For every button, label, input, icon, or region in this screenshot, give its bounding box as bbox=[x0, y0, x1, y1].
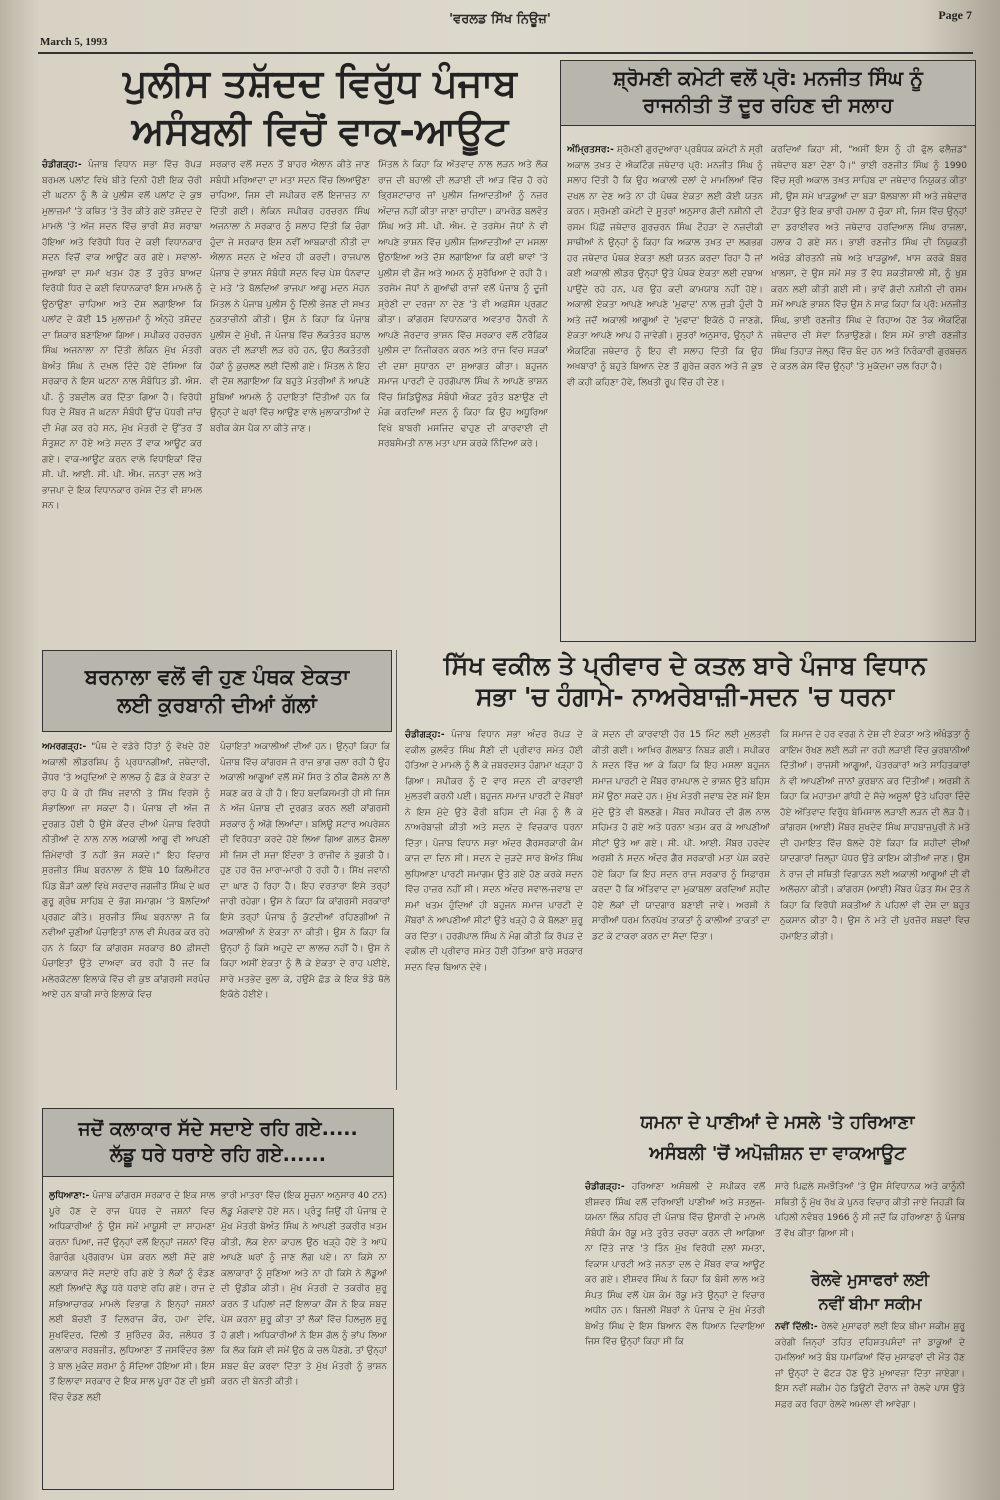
article-yamuna-col1: ਚੰਡੀਗੜ੍ਹ:- ਹਰਿਆਣਾ ਅਸੰਬਲੀ ਦੇ ਸਪੀਕਰ ਵਲੋਂ ਈਸ਼ਵਰ ਸਿੰਘ ਵਲੋਂ ਦਰਿਆਈ ਪਾਣੀਆਂ ਅਤੇ ਸਤਲੁਜ-ਯਮਨਾ ਲਿੰਕ ਨਹਿਰ ਦੀ ਪੰਜਾਬ ਵਿੱਚ ਉਸਾਰੀ ਦੇ ਮਾਮਲੇ ਸੰਬੰਧੀ ਕੰਮ ਰੋਕੂ ਮਤੇ ਤੁਰੰਤ ਚਰਚਾ ਕਰਨ ਦੀ ਆਗਿਆ ਨਾ ਦਿੱਤੇ ਜਾਣ 'ਤੇ ਤਿੰਨ ਮੁੱਖ ਵਿਰੋਧੀ ਦਲਾਂ ਸਮਤਾ, ਵਿਕਾਸ ਪਾਰਟੀ ਅਤੇ ਜਨਤਾ ਦਲ ਦੇ ਮੈਂਬਰ ਵਾਕ ਆਊਟ ਕਰ ਗਏ। ਈਸ਼ਵਰ ਸਿੰਘ ਨੇ ਕਿਹਾ ਕਿ ਬੰਸੀ ਲਾਲ ਅਤੇ ਸੰਪਤ ਸਿੰਘ ਵਲੋਂ ਪੇਸ਼ ਕੰਮ ਰੋਕੂ ਮਤੇ ਉਨ੍ਹਾਂ ਦੇ ਵਿਚਾਰ ਅਧੀਨ ਹਨ। ਬਿਜਲੀ ਮੈਂਬਰਾਂ ਨੇ ਪੰਜਾਬ ਦੇ ਮੁੱਖ ਮੰਤਰੀ ਬੇਅੰਤ ਸਿੰਘ ਦੇ ਇਸ ਬਿਆਨ ਵੱਲ ਧਿਆਨ ਦਿਵਾਇਆ ਜਿਸ ਵਿੱਚ ਉਨ੍ਹਾਂ ਕਿਹਾ ਸੀ ਕਿ bbox=[585, 1182, 765, 1347]
box-shiromani-committee bbox=[560, 60, 976, 642]
article-barnala-col1: ਅਮਰਗੜ੍ਹ:- "ਪੰਥ ਦੇ ਵਡੇਰੇ ਹਿੱਤਾਂ ਨੂੰ ਵੇਖਦੇ ਹੋਏ ਅਕਾਲੀ ਲੀਡਰਸ਼ਿਪ ਨੂੰ ਪ੍ਰਧਾਨਗੀਆਂ, ਜਥੇਦਾਰੀ, ਚੌਧਰ 'ਤੇ ਅਹੁਦਿਆਂ ਦੇ ਲਾਲਚ ਨੂੰ ਛੱਡ ਕੇ ਏਕਤਾ ਦੇ ਰਾਹ ਪੈ ਕੇ ਹੀ ਸਿੱਖ ਜਵਾਨੀ ਤੇ ਸਿੱਖ ਵਿਰਸੇ ਨੂੰ ਸੰਭਾਲਿਆ ਜਾ ਸਕਦਾ ਹੈ। ਪੰਜਾਬ ਦੀ ਅੱਜ ਜੋ ਦੁਰਗਤ ਹੋਈ ਹੈ ਉਸੇ ਕੇਂਦਰ ਦੀਆਂ ਪੰਜਾਬ ਵਿਰੋਧੀ ਨੀਤੀਆਂ ਦੇ ਨਾਲ ਨਾਲ ਅਕਾਲੀ ਆਗੂ ਵੀ ਆਪਣੀ ਜ਼ਿੰਮੇਵਾਰੀ ਤੋਂ ਨਹੀਂ ਭੱਜ ਸਕਦੇ।" ਇਹ ਵਿਚਾਰ ਸੁਰਜੀਤ ਸਿੰਘ ਬਰਨਾਲਾ ਨੇ ਇੱਥੇ 10 ਕਿਲੋਮੀਟਰ ਪਿੰਡ ਬੌੜਾਂ ਕਲਾਂ ਵਿਖੇ ਸਰਦਾਰ ਜਗਜੀਤ ਸਿੰਘ ਦੇ ਘਰ ਗੁਰੂ ਗ੍ਰੰਥ ਸਾਹਿਬ ਦੇ ਭੋਗ ਸਮਾਗਮ 'ਤੇ ਬੋਲਦਿਆਂ ਪ੍ਰਗਟ ਕੀਤੇ। ਸੁਰਜੀਤ ਸਿੰਘ ਬਰਨਾਲਾ ਜੋ ਕਿ ਨਵੀਆਂ ਚੁਣੀਆਂ ਪੰਚਾਇਤਾਂ ਨਾਲ ਵੀ ਸੰਪਰਕ ਕਰ ਰਹੇ ਹਨ ਨੇ ਕਿਹਾ ਕਿ ਕਾਂਗਰਸ ਸਰਕਾਰ 80 ਫ਼ੀਸਦੀ ਪੰਚਾਇਤਾਂ ਉਤੇ ਦਾਅਵਾ ਕਰ ਰਹੀ ਹੈ ਜਦ ਕਿ ਮਲੇਰਕੋਟਲਾ ਇਲਾਕੇ ਵਿੱਚ ਵੀ ਕੁਝ ਕਾਂਗਰਸੀ ਸਰਪੰਚ ਆਏ ਹਨ ਬਾਕੀ ਸਾਰੇ ਇਲਾਕੇ ਵਿਚ bbox=[42, 742, 210, 1000]
headline-railway-insurance: ਰੇਲਵੇ ਮੁਸਾਫਰਾਂ ਲਈ ਨਵੀਂ ਬੀਮਾ ਸਕੀਮ bbox=[810, 1270, 930, 1313]
article-artists-col1: ਲੁਧਿਆਣਾ:- ਪੰਜਾਬ ਕਾਂਗਰਸ ਸਰਕਾਰ ਦੇ ਇਕ ਸਾਲ ਪੂਰੇ ਹੋਣ ਦੇ ਰਾਜ ਪੱਧਰ ਦੇ ਜਸ਼ਨਾਂ ਵਿਚ ਅਧਿਕਾਰੀਆਂ ਨੂੰ ਉਸ ਸਮੇਂ ਮਾਯੂਸੀ ਦਾ ਸਾਹਮਣਾ ਕਰਨਾ ਪਿਆ, ਜਦੋਂ ਉਨ੍ਹਾਂ ਵਲੋਂ ਇਨ੍ਹਾਂ ਜਸ਼ਨਾਂ ਵਿੱਚ ਰੰਗਾਰੰਗ ਪ੍ਰੋਗਰਾਮ ਪੇਸ਼ ਕਰਨ ਲਈ ਸੱਦੇ ਗਏ ਕਲਾਕਾਰ ਸੱਦੇ ਸਦਾਏ ਰਹਿ ਗਏ ਤੇ ਲੋਕਾਂ ਨੂੰ ਵੰਡਣ ਲਈ ਲਿਆਂਦੇ ਲੱਡੂ ਧਰੇ ਧਰਾਏ ਰਹਿ ਗਏ। ਰਾਜ ਦੇ ਸਭਿਆਚਾਰਕ ਮਾਮਲੇ ਵਿਭਾਗ ਨੇ ਇਨ੍ਹਾਂ ਜਸ਼ਨਾਂ ਲਈ ਬੱਚਈ ਤੋਂ ਦਿਲਰਾਜ ਕੌਰ, ਹਮਾ ਦੇਵਿ, ਸੁਖਵਿੰਦਰ, ਦਿੱਲੀ ਤੋਂ ਸੁਰਿੰਦਰ ਕੌਰ, ਜਲੰਧਰ ਤੋਂ ਕਲਾਕਾਰ ਸਰਬਜੀਤ, ਲੁਧਿਆਣਾ ਤੋਂ ਜਸਵਿੰਦਰ ਭੱਲਾ ਤੇ ਬਾਲ ਮੁਕੰਦ ਸ਼ਰਮਾ ਨੂੰ ਸੱਦਿਆ ਹੋਇਆ ਸੀ। ਇਸ ਤੋਂ ਇਲਾਵਾ ਸਰਕਾਰ ਦੇ ਇਕ ਸਾਲ ਪੂਰਾ ਹੋਣ ਦੀ ਖੁਸ਼ੀ ਵਿੱਚ ਵੰਡਣ ਲਈ bbox=[49, 1191, 215, 1403]
dateline: ਚੰਡੀਗੜ੍ਹ:- bbox=[585, 1182, 625, 1192]
article-lawyer-col2: ਕੇ ਸਦਨ ਦੀ ਕਾਰਵਾਈ ਹੋਰ 15 ਮਿੰਟ ਲਈ ਮੁਲਤਵੀ ਕੀਤੀ ਗਈ। ਆਖ਼ਿਰ ਗੱਲਬਾਤ ਨਿਬੜ ਗਈ। ਸਪੀਕਰ ਨੇ ਸਦਨ ਵਿੱਚ ਆ ਕੇ ਕਿਹਾ ਕਿ ਇਹ ਮਸਲਾ ਬਹੁਜਨ ਸਮਾਜ ਪਾਰਟੀ ਦੇ ਮੈਂਬਰ ਰਾਮਪਾਲ ਦੇ ਭਾਸ਼ਨ ਉਤੇ ਬਹਿਸ ਸਮੇਂ ਉਠਾ ਸਕਦੇ ਹਨ। ਮੁੱਖ ਮੰਤਰੀ ਜਵਾਬ ਦੇਣ ਸਮੇਂ ਇਸ ਮੁੱਦੇ ਉਤੇ ਵੀ ਬੋਲਣਗੇ। ਮੈਂਬਰ ਸਪੀਕਰ ਦੀ ਗੱਲ ਨਾਲ ਸਹਿਮਤ ਹੋ ਗਏ ਅਤੇ ਧਰਨਾ ਖ਼ਤਮ ਕਰ ਕੇ ਆਪਣੀਆਂ ਸੀਟਾਂ ਉਤੇ ਆ ਗਏ। ਸੀ. ਪੀ. ਆਈ. ਮੈਂਬਰ ਹਰਦੇਵ ਅਰਸ਼ੀ ਨੇ ਸਦਨ ਅੰਦਰ ਗੈਰ ਸਰਕਾਰੀ ਮਤਾ ਪੇਸ਼ ਕਰਦੇ ਹੋਏ ਕਿਹਾ ਕਿ ਇਹ ਸਦਨ ਰਾਜ ਸਰਕਾਰ ਨੂੰ ਸਿਫ਼ਾਰਸ਼ ਕਰਦਾ ਹੈ ਕਿ ਅੱਤਿਵਾਦ ਦਾ ਮੁਕਾਬਲਾ ਕਰਦਿਆਂ ਸ਼ਹੀਦ ਹੋਏ ਲੋਕਾਂ ਦੀ ਯਾਦਗਾਰ ਬਣਾਈ ਜਾਵੇ। ਅਰਸ਼ੀ ਨੇ ਸਾਰੀਆਂ ਧਰਮ ਨਿਰਪੱਖ ਤਾਕਤਾਂ ਨੂੰ ਕਾਲੀਆਂ ਤਾਕਤਾਂ ਦਾ ਡਟ ਕੇ ਟਾਕਰਾ ਕਰਨ ਦਾ ਸੱਦਾ ਦਿੱਤਾ। bbox=[592, 730, 770, 942]
dateline: ਲੁਧਿਆਣਾ:- bbox=[49, 1191, 90, 1201]
box-barnala-headline bbox=[42, 650, 392, 732]
article-barnala-col2: ਪੰਚਾਇਤਾਂ ਅਕਾਲੀਆਂ ਦੀਆਂ ਹਨ। ਉਨ੍ਹਾਂ ਕਿਹਾ ਕਿ ਪੰਜਾਬ ਵਿੱਚ ਕਾਂਗਰਸ ਜੋ ਰਾਜ ਭਾਗ ਚਲਾ ਰਹੀ ਹੈ ਉਹ ਅਕਾਲੀ ਆਗੂਆਂ ਵਲੋਂ ਸਮੇਂ ਸਿਰ ਤੇ ਠੀਕ ਫੈਸਲੇ ਨਾ ਲੈ ਸਕਣ ਕਰ ਕੇ ਹੀ ਹੈ। ਇਹ ਬਦਕਿਸਮਤੀ ਹੀ ਸੀ ਜਿਸ ਨੇ ਅੱਜ ਪੰਜਾਬ ਦੀ ਦੁਰਗਤ ਕਰਨ ਲਈ ਕਾਂਗਰਸੀ ਸਰਕਾਰ ਨੂੰ ਅੱਗੇ ਲਿਆਂਦਾ। ਬਲਿਊ ਸਟਾਰ ਅਪਰੇਸ਼ਨ ਦੀ ਵਿਰੋਧਤਾ ਕਰਦੇ ਹੋਏ ਲਿਆ ਗਿਆ ਗਲਤ ਫੈਸਲਾ ਸੀ ਜਿਸ ਦੀ ਸਜ਼ਾ ਇੰਦਰਾ ਤੇ ਰਾਜੀਵ ਨੇ ਭੁਗਤੀ ਹੈ। ਹੁਣ ਹਰ ਰੋਜ਼ ਮਾਰਾ-ਮਾਰੀ ਹੋ ਰਹੀ ਹੈ। ਸਿੱਖ ਜਵਾਨੀ ਦਾ ਘਾਣ ਹੋ ਰਿਹਾ ਹੈ। ਇਹ ਵਰਤਾਰਾ ਇਸੇ ਤਰ੍ਹਾਂ ਜਾਰੀ ਰਹੇਗਾ। ਉਸ ਨੇ ਕਿਹਾ ਕਿ ਕਾਂਗਰਸੀ ਸਰਕਾਰਾਂ ਇਸੇ ਤਰ੍ਹਾਂ ਪੰਜਾਬ ਨੂੰ ਕੁੱਟਦੀਆਂ ਰਹਿਣਗੀਆਂ ਜੇ ਅਕਾਲੀਆਂ ਨੇ ਏਕਤਾ ਨਾ ਕੀਤੀ। ਉਸ ਨੇ ਕਿਹਾ ਕਿ ਉਨ੍ਹਾਂ ਨੂੰ ਕਿਸੇ ਅਹੁਦੇ ਦਾ ਲਾਲਚ ਨਹੀਂ ਹੈ। ਉਸ ਨੇ ਕਿਹਾ ਅਸੀਂ ਏਕਤਾ ਨੂੰ ਲੈ ਕੇ ਏਕਤਾ ਦੇ ਰਾਹ ਪਈਏ, ਸਾਰੇ ਮਤਭੇਦ ਭੁਲਾ ਕੇ, ਹਉਮੈ ਛੱਡ ਕੇ ਇਕ ਝੰਡੇ ਥੱਲੇ ਇਕੱਠੇ ਹੋਈਏ। bbox=[220, 742, 390, 1000]
article-railway-col1: ਨਵੀਂ ਦਿੱਲੀ:- ਰੇਲਵੇ ਮੁਸਾਫਰਾਂ ਲਈ ਇਕ ਬੀਮਾ ਸਕੀਮ ਸ਼ੁਰੂ ਕਰੇਗੀ ਜਿਨ੍ਹਾਂ ਤਹਿਤ ਦਹਿਸ਼ਤਪਸੰਦਾਂ ਜਾਂ ਡਾਕੂਆਂ ਦੇ ਹਮਲਿਆਂ ਅਤੇ ਬੰਬ ਧਮਾਕਿਆਂ ਵਿੱਚ ਮੁਸਾਫਰਾਂ ਦੀ ਮੌਤ ਹੋਣ ਜਾਂ ਉਨ੍ਹਾਂ ਦੇ ਫੱਟੜ ਹੋਣ ਉਤੇ ਮੁਆਵਜ਼ਾ ਦਿੱਤਾ ਜਾਏਗਾ। ਇਸ ਨਵੀਂ ਸਕੀਮ ਹੇਠ ਡਿਊਟੀ ਦੌਰਾਨ ਜਾਂ ਰੇਲਵੇ ਪਾਸ ਉਤੇ ਸਫ਼ਰ ਕਰ ਰਿਹਾ ਰੇਲਵੇ ਅਮਲਾ ਵੀ ਆਵੇਗਾ। bbox=[775, 1322, 965, 1410]
headline-yamuna-waters: ਯਮਨਾ ਦੇ ਪਾਣੀਆਂ ਦੇ ਮਸਲੇ 'ਤੇ ਹਰਿਆਣਾ ਅਸੰਬਲੀ 'ਚੋਂ ਅਪੋਜ਼ੀਸ਼ਨ ਦਾ ਵਾਕਆਊਟ bbox=[640, 1112, 915, 1164]
article-shiromani-col2: ਕਰਦਿਆਂ ਕਿਹਾ ਸੀ, "ਅਸੀਂ ਇਸ ਨੂੰ ਹੀ ਫੁੱਲ ਫਲੈਜ਼ਡ" ਜਥੇਦਾਰ ਬਣਾ ਦੇਣਾ ਹੈ।" ਭਾਈ ਰਣਜੀਤ ਸਿੰਘ ਨੂੰ 1990 ਵਿੱਚ ਸ੍ਰੀ ਅਕਾਲ ਤਖ਼ਤ ਸਾਹਿਬ ਦਾ ਜਥੇਦਾਰ ਨਿਯੁਕਤ ਕੀਤਾ ਸੀ, ਉਸ ਸਮੇ ਖਾੜਕੂਆਂ ਦਾ ਬੜਾ ਬੋਲਬਾਲਾ ਸੀ ਅਤੇ ਜਥੇਦਾਰ ਟੌਹੜਾ ਉਤੇ ਇਕ ਭਾਰੀ ਹਮਲਾ ਹੋ ਚੁੱਕਾ ਸੀ, ਜਿਸ ਵਿੱਚ ਉਨ੍ਹਾਂ ਦਾ ਡਰਾਈਵਰ ਅਤੇ ਜਥੇਦਾਰ ਹਰਦਿਆਲ ਸਿੰਘ ਰਾਜਲਾ, ਹਲਾਕ ਹੋ ਗਏ ਸਨ। ਭਾਈ ਰਣਜੀਤ ਸਿੰਘ ਦੀ ਨਿਯੁਕਤੀ ਅਖੰਡ ਕੀਰਤਨੀ ਜਥੇ ਅਤੇ ਖਾੜਕੂਆਂ, ਖ਼ਾਸ ਕਰਕੇ ਬੱਬਰ ਖਾਲਸਾ, ਦੇ ਉਸ ਸਮੇਂ ਸਭ ਤੋਂ ਵੱਧ ਸ਼ਕਤੀਸ਼ਾਲੀ ਸੀ, ਨੂੰ ਖੁਸ਼ ਕਰਨ ਲਈ ਕੀਤੀ ਗਈ ਸੀ। ਭਾਵੇਂ ਗੱਦੀ ਨਸ਼ੀਨੀ ਦੀ ਰਸਮ ਸਮੇਂ ਆਪਣੇ ਭਾਸ਼ਨ ਵਿੱਚ ਉਸ ਨੇ ਸਾਫ਼ ਕਿਹਾ ਕਿ ਪ੍ਰੋ: ਮਨਜੀਤ ਸਿੰਘ, ਭਾਈ ਰਣਜੀਤ ਸਿੰਘ ਦੇ ਰਿਹਾਅ ਹੋਣ ਤੱਕ ਐਕਟਿੰਗ ਜਥੇਦਾਰ ਦੀ ਸੇਵਾ ਨਿਭਾਉਣਗੇ। ਇਸ ਸਮੇਂ ਭਾਈ ਰਣਜੀਤ ਸਿੰਘ ਤਿਹਾੜ ਜੇਲ੍ਹ ਵਿੱਚ ਬੰਦ ਹਨ ਅਤੇ ਨਿਰੰਕਾਰੀ ਗੁਰਬਚਨ ਦੇ ਕਤਲ ਕੇਸ ਵਿੱਚ ਉਨ੍ਹਾਂ 'ਤੇ ਮੁਕੱਦਮਾ ਚਲ ਰਿਹਾ ਹੈ। bbox=[771, 145, 967, 372]
dateline: ਨਵੀਂ ਦਿੱਲੀ:- bbox=[775, 1322, 818, 1332]
headline-barnala: ਬਰਨਾਲਾ ਵਲੋਂ ਵੀ ਹੁਣ ਪੰਥਕ ਏਕਤਾ ਲਈ ਕੁਰਬਾਨੀ ਦੀਆਂ ਗੱਲਾਂ bbox=[43, 651, 391, 731]
box-artists bbox=[42, 1108, 394, 1490]
article-yamuna-col2: ਸਾਰੇ ਪਿਛਲੇ ਸਮਝੌਤਿਆਂ 'ਤੇ ਉਸ ਸੰਵਿਧਾਨਕ ਅਤੇ ਕਾਨੂੰਨੀ ਸਥਿਤੀ ਨੂੰ ਮੁੱਖ ਰੱਖ ਕੇ ਪੁਨਰ ਵਿਚਾਰ ਕੀਤੀ ਜਾਏ ਜਿਹੜੀ ਕਿ ਪਹਿਲੀ ਨਵੰਬਰ 1966 ਨੂੰ ਸੀ ਜਦੋਂ ਕਿ ਹਰਿਆਣਾ ਨੂੰ ਪੰਜਾਬ ਤੋਂ ਵੱਖ ਕੀਤਾ ਗਿਆ ਸੀ। bbox=[775, 1182, 965, 1239]
article-shiromani-col1: ਅੰਮ੍ਰਿਤਸਰ:- ਸ਼੍ਰੋਮਣੀ ਗੁਰਦੁਆਰਾ ਪ੍ਰਬੰਧਕ ਕਮੇਟੀ ਨੇ ਸ੍ਰੀ ਅਕਾਲ ਤਖ਼ਤ ਦੇ ਐਕਟਿੰਗ ਜਥੇਦਾਰ ਪ੍ਰੋ: ਮਨਜੀਤ ਸਿੰਘ ਨੂੰ ਸਲਾਹ ਦਿੱਤੀ ਹੈ ਕਿ ਉਹ ਅਕਾਲੀ ਦਲਾਂ ਦੇ ਮਾਮਲਿਆਂ ਵਿੱਚ ਦਖਲ ਨਾ ਦੇਣ ਅਤੇ ਨਾ ਹੀ ਪੰਥਕ ਏਕਤਾ ਲਈ ਕੋਈ ਯਤਨ ਕਰਨ। ਸ਼੍ਰੋਮਣੀ ਕਮੇਟੀ ਦੇ ਸੂਤਰਾਂ ਅਨੁਸਾਰ ਗੱਦੀ ਨਸ਼ੀਨੀ ਦੀ ਰਸਮ ਪਿੱਛੋਂ ਜਥੇਦਾਰ ਗੁਰਚਰਨ ਸਿੰਘ ਟੌਹੜਾ ਦੇ ਨਜ਼ਦੀਕੀ ਸਾਥੀਆਂ ਨੇ ਉਨ੍ਹਾਂ ਨੂੰ ਕਿਹਾ ਕਿ ਅਕਾਲ ਤਖ਼ਤ ਦਾ ਲਗਭਗ ਹਰ ਜਥੇਦਾਰ ਪੰਥਕ ਏਕਤਾ ਲਈ ਯਤਨ ਕਰਦਾ ਰਿਹਾ ਹੈ ਜਾਂ ਕਈ ਅਕਾਲੀ ਲੀਡਰ ਉਨ੍ਹਾਂ ਉਤੇ ਪੰਥਕ ਏਕਤਾ ਲਈ ਦਬਾਅ ਪਾਉਂਦੇ ਰਹੇ ਹਨ, ਪਰ ਉਹ ਕਦੀ ਕਾਮਯਾਬ ਨਹੀਂ ਹੋਏ। ਅਕਾਲੀ ਏਕਤਾ ਆਪਣੇ ਆਪਣੇ 'ਮੁਫਾਦ' ਨਾਲ ਜੁੜੀ ਹੁੰਦੀ ਹੈ ਅਤੇ ਜਦੋਂ ਅਕਾਲੀ ਆਗੂਆਂ ਦੇ 'ਮੁਫਾਦ' ਇਕੱਠੇ ਹੋ ਜਾਣਗੇ, ਏਕਤਾ ਆਪਣੇ ਆਪ ਹੋ ਜਾਵੇਗੀ। ਸੂਤਰਾਂ ਅਨੁਸਾਰ, ਉਨ੍ਹਾਂ ਨੇ ਐਕਟਿੰਗ ਜਥੇਦਾਰ ਨੂੰ ਇਹ ਵੀ ਸਲਾਹ ਦਿੱਤੀ ਕਿ ਉਹ ਅਖ਼ਬਾਰਾਂ ਨੂੰ ਬਹੁਤੇ ਬਿਆਨ ਦੇਣ ਤੋਂ ਗੁਰੇਜ਼ ਕਰਨ ਅਤੇ ਜੋ ਕੁਝ ਵੀ ਕਹੀ ਕਹਿਣਾ ਹੋਵੇ, ਲਿਖਤੀ ਰੂਪ ਵਿੱਚ ਹੀ ਦੇਣ। bbox=[567, 145, 763, 388]
headline-artists: ਜਦੋਂ ਕਲਾਕਾਰ ਸੱਦੇ ਸਦਾਏ ਰਹਿ ਗਏ..... ਲੱਡੂ ਧਰੇ ਧਰਾਏ ਰਹਿ ਗਏ...... bbox=[43, 1109, 393, 1177]
headline-shiromani-committee: ਸ਼੍ਰੋਮਣੀ ਕਮੇਟੀ ਵਲੋਂ ਪ੍ਰੋ: ਮਨਜੀਤ ਸਿੰਘ ਨੂੰ ਰਾਜਨੀਤੀ ਤੋਂ ਦੂਰ ਰਹਿਣ ਦੀ ਸਲਾਹ bbox=[561, 61, 975, 126]
article-police-walkout-col3: ਮਿੱਤਲ ਨੇ ਕਿਹਾ ਕਿ ਅੱਤਵਾਦ ਨਾਲ ਲੜਨ ਅਤੇ ਲੋਕ ਰਾਜ ਦੀ ਬਹਾਲੀ ਦੀ ਲੜਾਈ ਦੀ ਆੜ ਵਿੱਚ ਹੋ ਰਹੇ ਭ੍ਰਿਸ਼ਟਾਚਾਰ ਜਾਂ ਪੁਲੀਸ ਜ਼ਿਆਦਤੀਆਂ ਨੂੰ ਨਜ਼ਰ ਅੰਦਾਜ਼ ਨਹੀਂ ਕੀਤਾ ਜਾਣਾ ਚਾਹੀਦਾ। ਕਾਮਰੇਡ ਬਲਵੰਤ ਸਿੰਘ ਅਤੇ ਸੀ. ਪੀ. ਐਮ. ਦੇ ਤਰਸੇਮ ਜੋਧਾਂ ਨੇ ਵੀ ਆਪਣੇ ਭਾਸ਼ਨ ਵਿੱਚ ਪੁਲੀਸ ਜ਼ਿਆਦਤੀਆਂ ਦਾ ਮਸਲਾ ਉਠਾਇਆ ਅਤੇ ਦੋਸ਼ ਲਗਾਇਆ ਕਿ ਕਈ ਥਾਵਾਂ 'ਤੇ ਪੁਲੀਸ ਵੀ ਫ਼ੌਜ ਅਤੇ ਅਮਨ ਨੂੰ ਸੁਰੱਖਿਆ ਦੇ ਰਹੀ ਹੈ। ਤਰਸੇਮ ਜੋਧਾਂ ਨੇ ਗੁਆਂਢੀ ਰਾਜਾਂ ਵਲੋਂ ਪੰਜਾਬ ਨੂੰ ਦੂਜੀ ਸ਼੍ਰੇਣੀ ਦਾ ਦਰਜਾ ਨਾ ਦੇਣ 'ਤੇ ਵੀ ਅਫ਼ਸੋਸ ਪ੍ਰਗਟ ਕੀਤਾ। ਕਾਂਗਰਸ ਵਿਧਾਨਕਾਰ ਅਵਤਾਰ ਹੈਨਰੀ ਨੇ ਆਪਣੇ ਜੋਰਦਾਰ ਭਾਸ਼ਨ ਵਿੱਚ ਸਰਕਾਰ ਵਲੋਂ ਟਰੈਫ਼ਿਕ ਪੁਲੀਸ ਦਾ ਨਿਜੀਕਰਨ ਕਰਨ ਅਤੇ ਰਾਜ ਵਿਚ ਸੜਕਾਂ ਦੀ ਦਸ਼ਾ ਸੁਧਾਰਨ ਦਾ ਸੁਆਗਤ ਕੀਤਾ। ਬਹੁਜਨ ਸਮਾਜ ਪਾਰਟੀ ਦੇ ਹਰਗੋਪਾਲ ਸਿੰਘ ਨੇ ਆਪਣੇ ਭਾਸ਼ਨ ਵਿੱਚ ਸ਼ਿਡਿਊਲਡ ਸੰਬੰਧੀ ਐਕਟ ਤੁਰੰਤ ਬਣਾਉਣ ਦੀ ਮੰਗ ਕਰਦਿਆਂ ਸਦਨ ਨੂੰ ਕਿਹਾ ਕਿ ਉਹ ਅਧੂਰਿਆ ਵਿਖੇ ਬਾਬਰੀ ਮਸਜਿਦ ਢਾਹੁਣ ਦੀ ਕਾਰਵਾਈ ਦੀ ਸਰਬਸੰਮਤੀ ਨਾਲ ਮਤਾ ਪਾਸ ਕਰਕੇ ਨਿੰਦਿਆ ਕਰੇ। bbox=[378, 160, 548, 449]
headline-sikh-lawyer: ਸਿੱਖ ਵਕੀਲ ਤੇ ਪ੍ਰੀਵਾਰ ਦੇ ਕਤਲ ਬਾਰੇ ਪੰਜਾਬ ਵਿਧਾਨ ਸਭਾ 'ਚ ਹੰਗਾਮੇ- ਨਾਅਰੇਬਾਜ਼ੀ-ਸਦਨ 'ਚ ਧਰਨਾ bbox=[443, 651, 927, 712]
headline-police-walkout: ਪੁਲੀਸ ਤਸ਼ੱਦਦ ਵਿਰੁੱਧ ਪੰਜਾਬ ਅਸੰਬਲੀ ਵਿਚੋਂ ਵਾਕ-ਆਊਟ bbox=[122, 61, 517, 153]
column-divider bbox=[396, 650, 397, 1090]
article-artists-col2: ਭਾਰੀ ਮਾਤਰਾ ਵਿੱਚ (ਇਕ ਸੂਚਨਾ ਅਨੁਸਾਰ 40 ਟਨ) ਲੱਡੂ ਮੰਗਵਾਏ ਹੋਏ ਸਨ। ਪ੍ਰੰਤੂ ਜਿਉਂ ਹੀ ਪੰਜਾਬ ਦੇ ਮੁੱਖ ਮੰਤਰੀ ਬੇਅੰਤ ਸਿੰਘ ਨੇ ਆਪਣੀ ਤਕਰੀਰ ਖ਼ਤਮ ਕੀਤੀ, ਲੋਕ ਏਨਾ ਕਾਹਲ ਉਠ ਖੜ੍ਹੇ ਹੋਏ ਤੇ ਆਪੋ ਆਪਣੇ ਘਰਾਂ ਨੂੰ ਜਾਣ ਲੱਗ ਪਏ। ਨਾ ਕਿਸੇ ਨਾ ਕਲਾਕਾਰਾਂ ਨੂੰ ਸੁਣਿਆ ਅਤੇ ਨਾ ਹੀ ਕਿਸੇ ਨੇ ਲੱਡੂਆਂ ਦੀ ਉਡੀਕ ਕੀਤੀ। ਮੁੱਖ ਮੰਤਰੀ ਦੇ ਤਕਰੀਰ ਸ਼ੁਰੂ ਕਰਨ ਤੋਂ ਪਹਿਲਾਂ ਜਦੋਂ ਇਲਾਕਾ ਕੌਂਸ ਨੇ ਇਕ ਸ਼ਬਦ ਪੇਸ਼ ਕਰਨਾ ਸ਼ੁਰੂ ਕੀਤਾ ਤਾਂ ਲੋਕਾਂ ਵਿੱਚ ਹਿਲਜੁਲ ਸ਼ੁਰੂ ਹੋ ਗਈ। ਅਧਿਕਾਰੀਆਂ ਨੇ ਇਸ ਗੱਲ ਨੂੰ ਭਾਂਪ ਲਿਆ ਕਿ ਲੋਕ ਕਿਸੇ ਵੀ ਸਮੇਂ ਉਠ ਕੇ ਚਲ ਪੈਣਗੇ, ਤਾਂ ਉਨ੍ਹਾਂ ਸ਼ਬਦ ਬੰਦ ਕਰਵਾ ਦਿੱਤਾ ਤੇ ਮੁੱਖ ਮੰਤਰੀ ਨੂੰ ਭਾਸ਼ਨ ਕਰਨ ਦੀ ਬੇਨਤੀ ਕੀਤੀ। bbox=[221, 1191, 387, 1387]
article-lawyer-col1: ਚੰਡੀਗੜ੍ਹ:- ਪੰਜਾਬ ਵਿਧਾਨ ਸਭਾ ਅੰਦਰ ਰੋਪੜ ਦੇ ਵਕੀਲ ਕੁਲਵੰਤ ਸਿੰਘ ਸੈਣੀ ਦੀ ਪ੍ਰੀਵਾਰ ਸਮੇਤ ਹੋਈ ਹੱਤਿਆ ਦੇ ਮਾਮਲੇ ਨੂੰ ਲੈ ਕੇ ਜ਼ਬਰਦਸਤ ਹੰਗਾਮਾ ਖੜ੍ਹਾ ਹੋ ਗਿਆ। ਸਪੀਕਰ ਨੂੰ ਦੋ ਵਾਰ ਸਦਨ ਦੀ ਕਾਰਵਾਈ ਮੁਲਤਵੀ ਕਰਨੀ ਪਈ। ਬਹੁਜਨ ਸਮਾਜ ਪਾਰਟੀ ਦੇ ਮੈਂਬਰਾਂ ਨੇ ਇਸ ਮੁੱਦੇ ਉਤੇ ਫੌਰੀ ਬਹਿਸ ਦੀ ਮੰਗ ਨੂੰ ਲੈ ਕੇ ਨਾਅਰੇਬਾਜ਼ੀ ਕੀਤੀ ਅਤੇ ਸਦਨ ਦੇ ਵਿਚਕਾਰ ਧਰਨਾ ਦਿੱਤਾ। ਪੰਜਾਬ ਵਿਧਾਨ ਸਭਾ ਅੰਦਰ ਗੈਰਸਰਕਾਰੀ ਕੰਮ ਕਾਜ ਦਾ ਦਿਨ ਸੀ। ਸਦਨ ਦੇ ਜੁੜਦੇ ਸਾਰ ਬੇਅੰਤ ਸਿੰਘ ਲੁਧਿਆਣਾ ਪਾਰਟੀ ਸਮਾਗਮ ਉਤੇ ਗਏ ਹੋਣ ਕਰਕੇ ਸਦਨ ਵਿੱਚ ਹਾਜ਼ਰ ਨਹੀਂ ਸੀ। ਸਦਨ ਅੰਦਰ ਸਵਾਲ-ਜਵਾਬ ਦਾ ਸਮਾਂ ਖਤਮ ਹੁੰਦਿਆਂ ਹੀ ਬਹੁਜਨ ਸਮਾਜ ਪਾਰਟੀ ਦੇ ਮੈਂਬਰਾਂ ਨੇ ਆਪਣੀਆਂ ਸੀਟਾਂ ਉਤੇ ਖੜ੍ਹੇ ਹੋ ਕੇ ਬੋਲਣਾ ਸ਼ੁਰੂ ਕਰ ਦਿੱਤਾ। ਹਰਗੋਪਾਲ ਸਿੰਘ ਨੇ ਮੰਗ ਕੀਤੀ ਕਿ ਰੋਪੜ ਦੇ ਵਕੀਲ ਦੀ ਪ੍ਰੀਵਾਰ ਸਮੇਤ ਹੋਈ ਹੱਤਿਆ ਬਾਰੇ ਸਰਕਾਰ ਸਦਨ ਵਿਚ ਬਿਆਨ ਦੇਵੇ। bbox=[405, 730, 583, 973]
dateline: ਚੰਡੀਗੜ੍ਹ:- bbox=[405, 730, 445, 740]
masthead-rule bbox=[38, 52, 973, 54]
dateline: ਅੰਮ੍ਰਿਤਸਰ:- bbox=[567, 145, 614, 155]
issue-date: March 5, 1993 bbox=[40, 36, 108, 48]
dateline: ਅਮਰਗੜ੍ਹ:- bbox=[42, 742, 87, 752]
article-police-walkout-col2: ਸਰਕਾਰ ਵਲੋਂ ਸਦਨ ਤੋਂ ਬਾਹਰ ਐਲਾਨ ਕੀਤੇ ਜਾਣ ਸਬੰਧੀ ਮਰਿਆਦਾ ਦਾ ਮਤਾ ਸਦਨ ਵਿੱਚ ਲਿਆਉਣਾ ਚਾਹਿਆ, ਜਿਸ ਦੀ ਸਪੀਕਰ ਵਲੋਂ ਇਜਾਜ਼ਤ ਨਾ ਦਿੱਤੀ ਗਈ। ਲੇਕਿਨ ਸਪੀਕਰ ਹਰਚਰਨ ਸਿੰਘ ਅਜਨਾਲਾ ਨੇ ਸਰਕਾਰ ਨੂੰ ਸਲਾਹ ਦਿੱਤੀ ਕਿ ਚੰਗਾ ਹੁੰਦਾ ਜੇ ਸਰਕਾਰ ਇਸ ਨਵੀਂ ਆਬਕਾਰੀ ਨੀਤੀ ਦਾ ਐਲਾਨ ਸਦਨ ਦੇ ਅੰਦਰ ਹੀ ਕਰਦੀ। ਰਾਜਪਾਲ ਪੰਜਾਬ ਦੇ ਭਾਸ਼ਨ ਸੰਬੰਧੀ ਸਦਨ ਵਿਚ ਪੇਸ਼ ਧੰਨਵਾਦ ਦੇ ਮਤੇ 'ਤੇ ਬੋਲਦਿਆਂ ਭਾਜਪਾ ਆਗੂ ਮਦਨ ਮੋਹਨ ਮਿੱਤਲ ਨੇ ਪੰਜਾਬ ਪੁਲੀਸ ਨੂੰ ਦਿੱਲੀ ਭੇਜਣ ਦੀ ਸਖ਼ਤ ਨੁਕਤਾਚੀਨੀ ਕੀਤੀ। ਉਸ ਨੇ ਕਿਹਾ ਕਿ ਪੰਜਾਬ ਪੁਲੀਸ ਦੇ ਮੁੱਖੀ, ਜੋ ਪੰਜਾਬ ਵਿੱਚ ਲੋਕਤੰਤਰ ਬਹਾਲ ਕਰਨ ਦੀ ਲੜਾਈ ਲੜ ਰਹੇ ਹਨ, ਉਹ ਲੋਕਤੰਤਰੀ ਹੱਕਾਂ ਨੂੰ ਕੁਚਲਣ ਲਈ ਦਿੱਲੀ ਗਏ। ਮਿੱਤਲ ਨੇ ਇਹ ਵੀ ਦੋਸ਼ ਲਗਾਇਆ ਕਿ ਬਹੁਤੇ ਮੰਤਰੀਆਂ ਨੇ ਆਪਣੇ ਸੂਬਿਆਂ ਆਮਲੇ ਨੂੰ ਹਦਾਇਤਾਂ ਦਿੱਤੀਆਂ ਹਨ ਕਿ ਉਨ੍ਹਾਂ ਦੇ ਘਰਾਂ ਵਿੱਚ ਆਉਣ ਵਾਲੇ ਮੁਲਾਕਾਤੀਆਂ ਦੇ ਬਰੀਕ ਕੇਸ ਪੈਕ ਨਾ ਕੀਤੇ ਜਾਣ। bbox=[210, 160, 370, 434]
article-police-walkout-col1: ਚੰਡੀਗੜ੍ਹ:- ਪੰਜਾਬ ਵਿਧਾਨ ਸਭਾ ਵਿੱਚ ਰੋਪੜ ਬਰਮਲ ਪਲਾਂਟ ਵਿਖੇ ਬੀਤੇ ਦਿਨੀ ਹੋਈ ਇਕ ਚੋਰੀ ਦੀ ਘਟਨਾ ਨੂੰ ਲੈ ਕੇ ਪੁਲੀਸ ਵਲੋਂ ਪਲਾਂਟ ਦੇ ਕੁਝ ਮੁਲਾਜ਼ਮਾਂ 'ਤੇ ਕਥਿਤ 'ਤੇ ਤੌਰ ਕੀਤੇ ਗਏ ਤਸ਼ੱਦਦ ਦੇ ਮਾਮਲੇ 'ਤੇ ਅੱਜ ਸਦਨ ਵਿੱਚ ਭਾਰੀ ਸ਼ੋਰ ਸ਼ਰਾਬਾ ਹੋਇਆ ਅਤੇ ਵਿਰੋਧੀ ਧਿਰ ਦੇ ਕਈ ਵਿਧਾਨਕਾਰ ਸਦਨ ਵਿਚੋਂ ਵਾਕ ਆਊਟ ਕਰ ਗਏ। ਸਵਾਲਾਂ-ਜੁਆਬਾਂ ਦਾ ਸਮਾਂ ਖਤਮ ਹੋਣ ਤੋਂ ਤੁਰੰਤ ਬਾਅਦ ਵਿਰੋਧੀ ਧਿਰ ਦੇ ਕਈ ਵਿਧਾਨਕਾਰਾਂ ਇਸ ਮਾਮਲੇ ਨੂੰ ਉਠਾਉਣਾ ਚਾਹਿਆ ਅਤੇ ਦੋਸ਼ ਲਗਾਇਆ ਕਿ ਪਲਾਂਟ ਦੇ ਕੋਈ 15 ਮੁਲਾਜ਼ਮਾਂ ਨੂੰ ਅੰਨ੍ਹੇ ਤਸ਼ੱਦਦ ਦਾ ਸ਼ਿਕਾਰ ਬਣਾਇਆ ਗਿਆ। ਸਪੀਕਰ ਹਰਚਰਨ ਸਿੰਘ ਅਜਨਾਲਾ ਨਾ ਦਿੱਤੀ ਲੇਕਿਨ ਮੁੱਖ ਮੰਤਰੀ ਬੇਅੰਤ ਸਿੰਘ ਨੇ ਦਖ਼ਲ ਦਿੰਦੇ ਹੋਏ ਦੱਸਿਆ ਕਿ ਸਰਕਾਰ ਨੇ ਇਸ ਘਟਨਾ ਨਾਲ ਸੰਬੰਧਿਤ ਡੀ. ਐਸ. ਪੀ. ਨੂੰ ਤਬਦੀਲ ਕਰ ਦਿੱਤਾ ਗਿਆ ਹੈ। ਵਿਰੋਧੀ ਧਿਰ ਦੇ ਮੈਂਬਰ ਜੋ ਘਟਨਾ ਸੰਬੰਧੀ ਉੱਚ ਪੱਧਰੀ ਜਾਂਚ ਦੀ ਮੰਗ ਕਰ ਰਹੇ ਸਨ, ਮੁੱਖ ਮੰਤਰੀ ਦੇ ਉੱਤਰ ਤੋਂ ਸੰਤੁਸ਼ਟ ਨਾ ਹੋਏ ਅਤੇ ਸਦਨ ਤੋਂ ਵਾਕ ਆਊਟ ਕਰ ਗਏ। ਵਾਕ-ਆਊਟ ਕਰਨ ਵਾਲੇ ਵਿਧਾਇਕਾਂ ਵਿੱਚ ਸੀ. ਪੀ. ਆਈ. ਸੀ. ਪੀ. ਐਮ. ਜਨਤਾ ਦਲ ਅਤੇ ਭਾਜਪਾ ਦੇ ਇਕ ਵਿਧਾਨਕਾਰ ਰਮੇਸ਼ ਦੱਤ ਵੀ ਸ਼ਾਮਲ ਸਨ। bbox=[42, 160, 202, 511]
dateline: ਚੰਡੀਗੜ੍ਹ:- bbox=[42, 160, 82, 170]
newspaper-title: 'ਵਰਲਡ ਸਿੱਖ ਨਿਊਜ਼' bbox=[449, 12, 551, 27]
page-number: Page 7 bbox=[938, 8, 972, 22]
article-lawyer-col3: ਕਿ ਸਮਾਜ ਦੇ ਹਰ ਵਰਗ ਨੇ ਦੇਸ਼ ਦੀ ਏਕਤਾ ਅਤੇ ਅੰਖੰਡਤਾ ਨੂੰ ਕਾਇਮ ਰੱਖਣ ਲਈ ਲੜੀ ਜਾ ਰਹੀ ਲੜਾਈ ਵਿੱਚ ਕੁਰਬਾਨੀਆਂ ਦਿੱਤੀਆਂ। ਰਾਜਸੀ ਆਗੂਆਂ, ਪੱਤਰਕਾਰਾਂ ਅਤੇ ਸਾਹਿਤਕਾਰਾਂ ਨੇ ਵੀ ਆਪਣੀਆਂ ਜਾਨਾਂ ਕੁਰਬਾਨ ਕਰ ਦਿੱਤੀਆਂ। ਅਰਸ਼ੀ ਨੇ ਕਿਹਾ ਕਿ ਮਹਾਤਮਾ ਗਾਂਧੀ ਦੇ ਸੱਚੇ ਅਸੂਲਾਂ ਉਤੇ ਪਹਿਰਾ ਦਿੰਦੇ ਹੋਏ ਅੱਤਿਵਾਦ ਵਿਰੁੱਧ ਬੇਮਿਸਾਲ ਲੜਾਈ ਲੜਨ ਦੀ ਲੋੜ ਹੈ। ਕਾਂਗਰਸ (ਆਈ) ਮੈਂਬਰ ਸੁਖਦੇਵ ਸਿੰਘ ਸ਼ਾਹਬਾਜ਼ਪੁਰੀ ਨੇ ਮਤੇ ਦੀ ਹਮਾਇਤ ਵਿੱਚ ਬੋਲਦੇ ਹੋਏ ਕਿਹਾ ਕਿ ਸ਼ਹੀਦਾਂ ਦੀਆਂ ਯਾਦਗਾਰਾਂ ਜ਼ਿਲ੍ਹਾ ਪੱਧਰ ਉਤੇ ਕਾਇਮ ਕੀਤੀਆਂ ਜਾਣ। ਉਸ ਨੇ ਰਾਜ ਦੀ ਸਥਿਤੀ ਵਿਗਾੜਨ ਲਈ ਅਕਾਲੀ ਆਗੂਆਂ ਦੀ ਵੀ ਅਲੋਚਨਾ ਕੀਤੀ। ਕਾਂਗਰਸ (ਆਈ) ਮੈਂਬਰ ਪੰਡਤ ਸੋਮ ਦੱਤ ਨੇ ਕਿਹਾ ਕਿ ਵਿਰੋਧੀ ਸ਼ਕਤੀਆਂ ਨੇ ਪਹਿਲਾਂ ਵੀ ਦੇਸ਼ ਦਾ ਬਹੁਤ ਨੁਕਸਾਨ ਕੀਤਾ ਹੈ। ਉਸ ਨੇ ਮਤੇ ਦੀ ਪੁਰਜ਼ੋਰ ਸ਼ਬਦਾਂ ਵਿਚ ਹਮਾਇਤ ਕੀਤੀ। bbox=[780, 730, 970, 942]
